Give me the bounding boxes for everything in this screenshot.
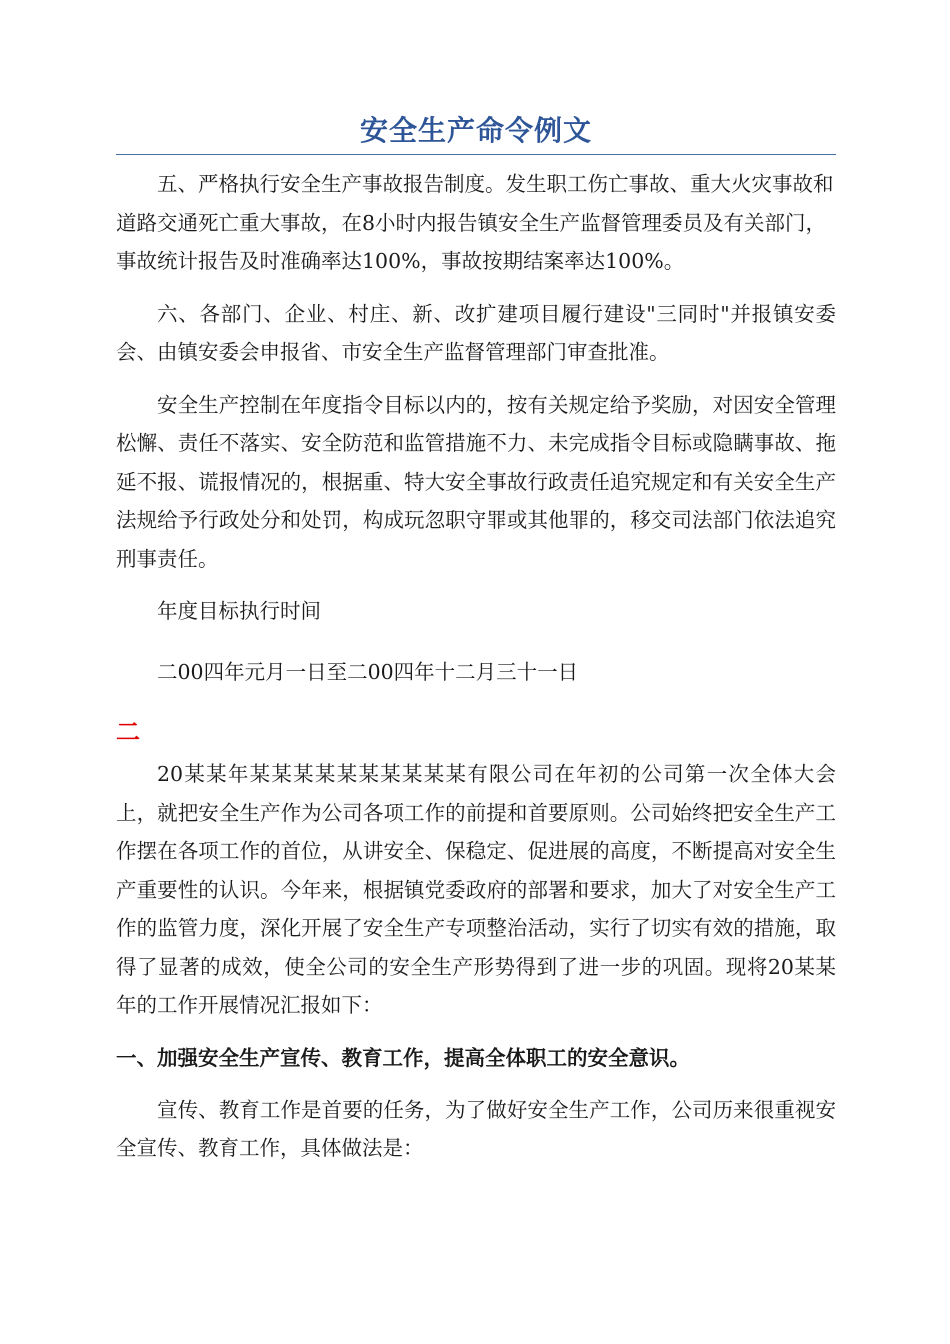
paragraph-execution-time-label: 年度目标执行时间 <box>157 599 321 623</box>
paragraph-item-five: 五、严格执行安全生产事故报告制度。发生职工伤亡事故、重大火灾事故和道路交通死亡重大事故，在8小时内报告镇安全生产监督管理委员及有关部门，事故统计报告及时准确率达100%，事故按期结案率达100%。 <box>116 172 834 273</box>
paragraph-execution-time-range: 二00四年元月一日至二00四年十二月三十一日 <box>157 659 579 684</box>
paragraph-intro-report: 20某某年某某某某某某某某某某有限公司在年初的公司第一次全体大会上，就把安全生产作为公司各项工作的前提和首要原则。公司始终把安全生产工作摆在各项工作的首位，从讲安全、保稳定、促进展的高度，不断提高对安全生产重要性的认识。今年来，根据镇党委政府的部署和要求，加大了对安全生产工作的监管力度，深化开展了安全生产专项整治活动，实行了切实有效的措施，取得了显著的成效，使全公司的安全生产形势得到了进一步的巩固。现将20某某年的工作开展情况汇报如下： <box>116 762 836 1017</box>
paragraph-rewards-penalties: 安全生产控制在年度指令目标以内的，按有关规定给予奖励，对因安全管理松懈、责任不落实、安全防范和监管措施不力、未完成指令目标或隐瞒事故、拖延不报、谎报情况的，根据重、特大安全事故行政责任追究规定和有关安全生产法规给予行政处分和处罚，构成玩忽职守罪或其他罪的，移交司法部门依法追究刑事责任。 <box>116 392 836 571</box>
title-underline <box>116 154 836 155</box>
section-two-marker: 二 <box>116 717 140 746</box>
document-page <box>116 108 836 1182</box>
paragraph-publicity-education: 宣传、教育工作是首要的任务，为了做好安全生产工作，公司历来很重视安全宣传、教育工作，具体做法是： <box>116 1097 836 1160</box>
paragraph-item-six: 六、各部门、企业、村庄、新、改扩建项目履行建设"三同时"并报镇安委会、由镇安委会申报省、市安全生产监督管理部门审查批准。 <box>116 301 836 364</box>
section-heading-one: 一、加强安全生产宣传、教育工作，提高全体职工的安全意识。 <box>116 1045 690 1070</box>
document-title: 安全生产命令例文 <box>359 114 592 147</box>
